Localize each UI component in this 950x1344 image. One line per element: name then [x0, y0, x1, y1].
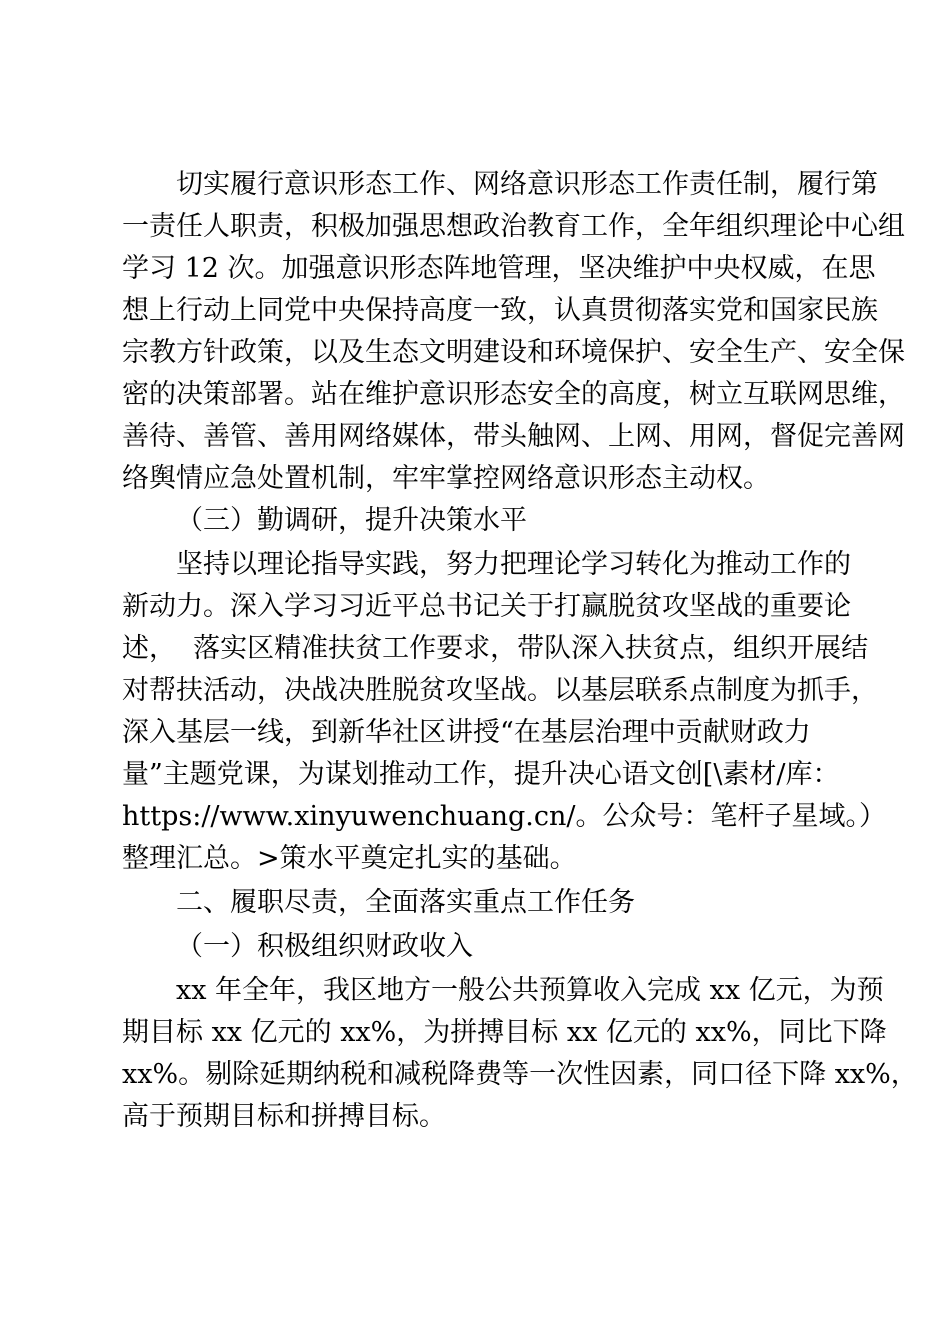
paragraph-2-line-3: 述， 落实区精准扶贫工作要求，带队深入扶贫点，组织开展结 — [122, 633, 869, 664]
paragraph-2-line-4: 对帮扶活动，决战决胜脱贫攻坚战。以基层联系点制度为抓手， — [122, 675, 878, 706]
paragraph-1-line-1: 切实履行意识形态工作、网络意识形态工作责任制，履行第 — [176, 169, 878, 200]
paragraph-1-line-7: 善待、善管、善用网络媒体，带头触网、上网、用网，督促完善网 — [122, 421, 905, 452]
paragraph-2-line-8: 整理汇总。>策水平奠定扎实的基础。 — [122, 843, 577, 874]
paragraph-1-line-8: 络舆情应急处置机制，牢牢掌控网络意识形态主动权。 — [122, 463, 770, 494]
paragraph-3-line-1: xx 年全年，我区地方一般公共预算收入完成 xx 亿元，为预 — [176, 975, 884, 1006]
paragraph-2-line-5: 深入基层一线，到新华社区讲授“在基层治理中贡献财政力 — [122, 717, 811, 748]
section-heading-3: （三）勤调研，提升决策水平 — [176, 505, 527, 536]
paragraph-3-line-3: xx%。剔除延期纳税和减税降费等一次性因素，同口径下降 xx%， — [122, 1059, 918, 1090]
paragraph-1-line-3: 学习 12 次。加强意识形态阵地管理，坚决维护中央权威，在思 — [122, 253, 876, 284]
paragraph-1-line-2: 一责任人职责，积极加强思想政治教育工作，全年组织理论中心组 — [122, 211, 905, 242]
paragraph-3-line-2: 期目标 xx 亿元的 xx%，为拼搏目标 xx 亿元的 xx%，同比下降 — [122, 1017, 887, 1048]
paragraph-2-line-2: 新动力。深入学习习近平总书记关于打赢脱贫攻坚战的重要论 — [122, 591, 851, 622]
paragraph-1-line-6: 密的决策部署。站在维护意识形态安全的高度，树立互联网思维， — [122, 379, 905, 410]
paragraph-1-line-5: 宗教方针政策，以及生态文明建设和环境保护、安全生产、安全保 — [122, 337, 905, 368]
paragraph-2-line-6: 量”主题党课，为谋划推动工作，提升决心语文创[\素材/库： — [122, 759, 840, 790]
paragraph-2-line-1: 坚持以理论指导实践，努力把理论学习转化为推动工作的 — [176, 549, 851, 580]
section-heading-main-2: 二、履职尽责，全面落实重点工作任务 — [176, 887, 635, 918]
section-heading-1: （一）积极组织财政收入 — [176, 931, 473, 962]
paragraph-1-line-4: 想上行动上同党中央保持高度一致，认真贯彻落实党和国家民族 — [122, 295, 878, 326]
paragraph-3-line-4: 高于预期目标和拼搏目标。 — [122, 1101, 446, 1132]
paragraph-2-line-7: https://www.xinyuwenchuang.cn/。公众号：笔杆子星域。） — [122, 801, 886, 832]
